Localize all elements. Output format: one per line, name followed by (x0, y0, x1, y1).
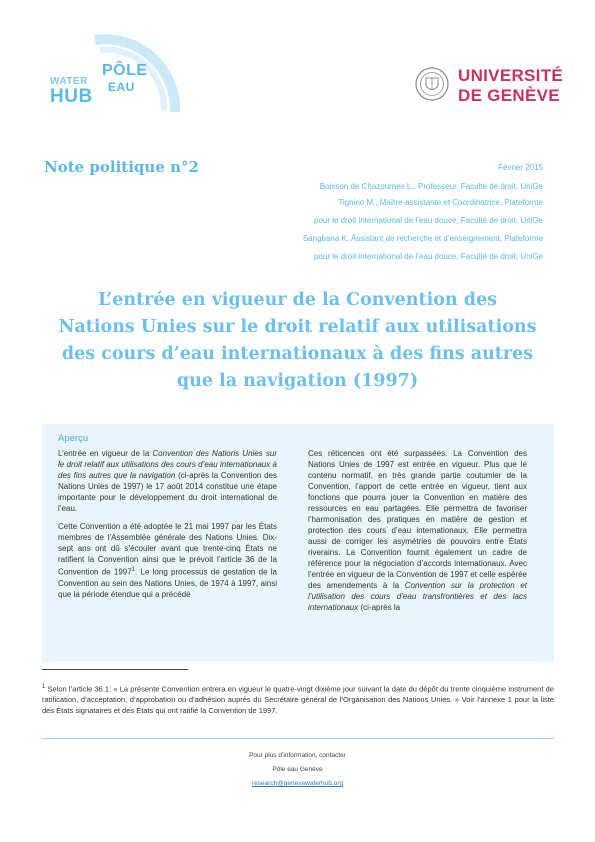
logo-water-text: WATER (50, 76, 88, 87)
footnote-text: Selon l’article 36.1: « La présente Convention entrera en vigueur le quatre-vingt dixième jour suivant la date du dépôt du trente cinquième instrument de ratification, d’acceptation, d’approbation ou d’adhésion auprès du Secrétaire général de l’Organisation des Nations Unies. » Voir l’annexe 1 pour la liste des États signataires et des États qui ont ratifié la Convention de 1997. (42, 684, 554, 715)
summary-heading: Aperçu (58, 433, 89, 444)
p1-text-end: (ci-après la Convention des Nations Unies de 1997) le 17 août 2014 constitue une étape importante pour le développement du droit international de l’eau. (58, 471, 277, 513)
contact-line-1: Pour plus d’information, contacter (249, 752, 346, 759)
geneva-water-hub-logo (40, 34, 190, 114)
title-line-4: que la navigation (1997) (176, 371, 419, 391)
contact-line-2: Pôle eau Genève (272, 766, 323, 773)
author-line-1: Boisson de Chazournes L., Professeur, Faculté de droit, UniGe (319, 182, 543, 191)
note-title: Note politique n°2 (44, 158, 199, 176)
unige-seal-icon (414, 66, 450, 102)
title-line-2: Nations Unies sur le droit relatif aux utilisations (58, 317, 537, 337)
summary-paragraph-2 (58, 521, 277, 600)
footnote (42, 682, 554, 716)
p2-text: Cette Convention a été adoptée le 21 mai 1997 par les États membres de l’Assemblée générale des Nations Unies. Dix-sept ans ont dû s’écouler avant que trente-cinq États ne ratifient la Convention ainsi que le prévoit l’article 36 de la Convention de 1997 (58, 522, 277, 577)
summary-paragraph-3 (308, 448, 527, 613)
p1-text: L’entrée en vigueur de la (58, 449, 153, 458)
r1-text-end: (ci-après la (358, 603, 401, 612)
logo-eau-text: EAU (108, 80, 135, 94)
r1-italic-convention-name: Convention sur la protection et l’utilisation des cours d’eau transfrontières et des lacs internationaux (308, 581, 527, 612)
footnote-ref[interactable]: 1 (131, 567, 136, 573)
document-title (40, 287, 555, 395)
summary-box (42, 424, 554, 662)
footnote-separator (42, 669, 188, 670)
p1-italic-convention-name: Convention des Nations Unies sur le droit relatif aux utilisations des cours d’eau internationaux à des fins autres que la navigation (58, 449, 278, 480)
p2-text-end: . Le long processus de gestation de la Convention au sein des Nations Unies, de 1974 à 1997, ainsi que la période étendue qui a précédé (58, 567, 277, 599)
footnote-number: 1 (42, 684, 46, 690)
publication-date: Février 2015 (498, 163, 543, 172)
contact-email-link[interactable]: research@genevawaterhub.org (251, 780, 344, 787)
bottom-divider (42, 738, 554, 739)
unige-name-line1: UNIVERSITÉ (458, 66, 564, 85)
summary-left-column (58, 448, 277, 607)
title-line-1: L’entrée en vigueur de la Convention des (98, 290, 497, 310)
author-line-3: pour le droit international de l’eau douce, Faculté de droit, UniGe (313, 216, 543, 225)
author-line-2: Tignino M., Maître-assistante et Coordinatrice, Plateforme (338, 198, 543, 207)
summary-right-column (308, 448, 527, 620)
logo-pole-text: PÔLE (102, 62, 148, 79)
unige-name-line2: DE GENÈVE (458, 86, 560, 105)
unige-logo (414, 66, 564, 110)
author-line-4: Sangbana K. Assistant de recherche et d’enseignement, Plateforme (302, 234, 543, 243)
summary-paragraph-1 (58, 448, 277, 514)
title-line-3: des cours d’eau internationaux à des fins autres (61, 344, 534, 364)
r1-text: Ces réticences ont été surpassées. La Convention des Nations Unies de 1997 est entrée en vigueur. Plus que le contenu normatif, en très grande partie coutumier de la Convention, l’apport de cette entrée en vigueur, tient aux fonctions que pourra jouer la Convention en matière des ressources en eau partagées. Elle permettra de favoriser l’harmonisation des pratiques en matière de gestion et protection des cours d’eau internationaux. Elle permettra aussi de corriger les asymétries de pouvoirs entre États riverains. La Convention fournit également un cadre de référence pour la négociation d’accords internationaux. Avec l’entrée en vigueur de la Convention de 1997 et celle espérée des amendements à la (308, 449, 527, 590)
author-line-5: pour le droit international de l’eau douce, Faculté de droit, UniGe (313, 252, 543, 261)
logo-hub-text: HUB (50, 86, 93, 107)
